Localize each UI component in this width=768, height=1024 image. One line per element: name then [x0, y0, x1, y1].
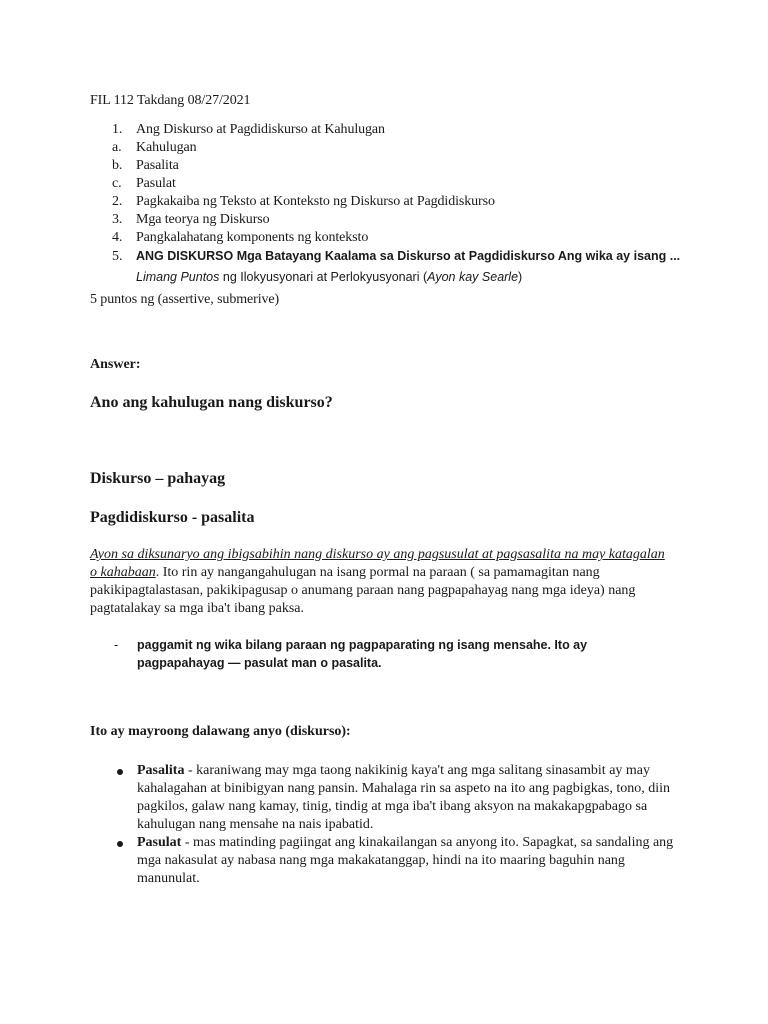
definition-pagdidiskurso: Pagdidiskurso - pasalita [90, 509, 255, 526]
definition-diskurso: Diskurso – pahayag [90, 470, 226, 487]
outline-item: c. Pasulat [112, 176, 176, 191]
outline-item: a. Kahulugan [112, 140, 197, 155]
outline-item: 4. Pangkalahatang komponents ng konteksto [112, 230, 369, 245]
outline-item: 3. Mga teorya ng Diskurso [112, 212, 270, 227]
form-pasalita: Pasalita - karaniwang may mga taong nakikinig kaya't ang mga salitang sinasambit ay may kahalagahan at binibigyan nang pansin. Mahalaga rin sa aspeto na ito ang pagbigkas, tono, diin pagkilos, galaw nang kamay, tinig, tindig at mga iba't ibang aksyon na makakapgpabago sa kahulugan nang mensahe na nais ipabatid. [137, 763, 671, 832]
form-pasulat: Pasulat - mas matinding pagiingat ang kinakailangan sa anyong ito. Sapagkat, sa sandaling ang mga nakasulat ay nabasa nang mga makakatanggap, hindi na ito maaring baguhin nang manunulat. [137, 835, 674, 886]
dash-list-marker: - [114, 638, 119, 652]
outline-item: 2. Pagkakaiba ng Teksto at Konteksto ng Diskurso at Pagdidiskurso [112, 194, 495, 209]
dash-list-text: paggamit ng wika bilang paraan ng pagpaparating ng isang mensahe. Ito ay pagpapahayag — pasulat man o pasalita. [137, 638, 588, 670]
outline-item: 1. Ang Diskurso at Pagdidiskurso at Kahulugan [112, 122, 385, 137]
question-heading: Ano ang kahulugan nang diskurso? [90, 394, 333, 411]
outline-item-continuation: Limang Puntos ng Ilokyusyonari at Perlokyusyonari (Ayon kay Searle) [136, 270, 523, 284]
definition-paragraph: Ayon sa diksunaryo ang ibigsabihin nang diskurso ay ang pagsusulat at pagsasalita na may katagalan o kahabaan. Ito rin ay nangangahulugan na isang pormal na paraan ( sa pamamagitan nang pakikipagtalastasan, pakikipagusap o anumang paraan nang pagpapahayag nang mga ideya) nang pagtatalakay sa mga iba't ibang paksa. [90, 547, 665, 616]
outline-list [112, 121, 680, 286]
points-note: 5 puntos ng (assertive, submerive) [90, 292, 280, 307]
outline-item: b. Pasalita [112, 158, 179, 173]
forms-heading: Ito ay mayroong dalawang anyo (diskurso): [90, 724, 351, 739]
answer-label: Answer: [90, 357, 141, 372]
outline-item: 5. ANG DISKURSO Mga Batayang Kaalama sa Diskurso at Pagdidiskurso Ang wika ay isang ... [112, 249, 681, 264]
bullet-icon [117, 841, 123, 847]
bullet-icon [117, 769, 123, 775]
document-header: FIL 112 Takdang 08/27/2021 [90, 93, 251, 108]
